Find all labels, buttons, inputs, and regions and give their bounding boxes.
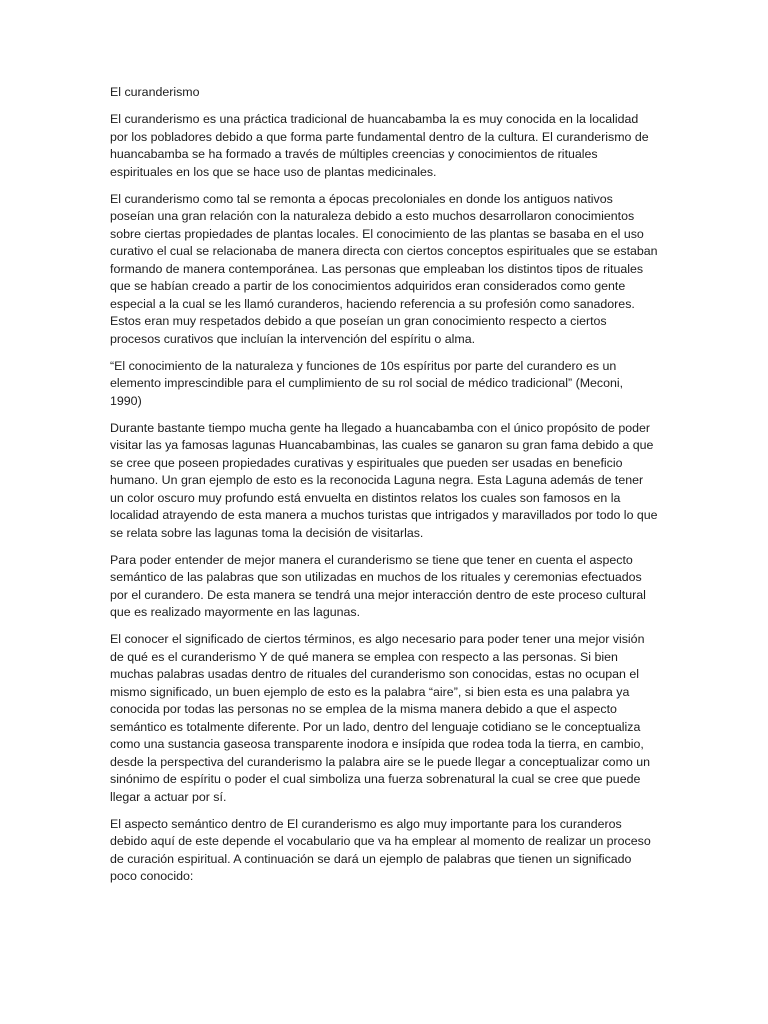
paragraph-semantics: Para poder entender de mejor manera el curanderismo se tiene que tener en cuenta el aspecto semántico de las palabras que son utilizadas en muchos de los rituales y ceremonias efectuados por el curandero. De esta manera se tendrá una mejor interacción dentro de este proceso cultural que es realizado mayormente en las lagunas. [110,552,646,619]
document-page [110,84,658,895]
paragraph-vocabulary: El aspecto semántico dentro de El curanderismo es algo muy importante para los curanderos debido aquí de este depende el vocabulario que va ha emplear al momento de realizar un proceso de curación espiritual. A continuación se dará un ejemplo de palabras que tienen un significado poco conocido: [110,816,651,883]
paragraph-quote: “El conocimiento de la naturaleza y funciones de 10s espíritus por parte del curandero es un elemento imprescindible para el cumplimiento de su rol social de médico tradicional” (Meconi, 1990) [110,358,624,408]
paragraph-aire: El conocer el significado de ciertos términos, es algo necesario para poder tener una mejor visión de qué es el curanderismo Y de qué manera se emplea con respecto a las personas. Si bien muchas palabras usadas dentro de rituales del curanderismo son conocidas, estas no ocupan el mismo significado, un buen ejemplo de esto es la palabra “aire”, si bien esta es una palabra ya conocida por todas las personas no se emplea de la misma manera debido a que el aspecto semántico es totalmente diferente. Por un lado, dentro del lenguaje cotidiano se le conceptualiza como una sustancia gaseosa transparente inodora e insípida que rodea toda la tierra, en cambio, desde la perspectiva del curanderismo la palabra aire se le puede llegar a conceptualizar como un sinónimo de espíritu o poder el cual simboliza una fuerza sobrenatural la cual se cree que puede llegar a actuar por sí. [110,632,651,804]
paragraph-intro: El curanderismo es una práctica tradicional de huancabamba la es muy conocida en la localidad por los pobladores debido a que forma parte fundamental dentro de la cultura. El curanderismo de huancabamba se ha formado a través de múltiples creencias y conocimientos de rituales espirituales en los que se hace uso de plantas medicinales. [110,112,649,179]
paragraph-lagunas: Durante bastante tiempo mucha gente ha llegado a huancabamba con el único propósito de poder visitar las ya famosas lagunas Huancabambinas, las cuales se ganaron su gran fama debido a que se cree que poseen propiedades curativas y espirituales que pueden ser usadas en beneficio humano. Un gran ejemplo de esto es la reconocida Laguna negra. Esta Laguna además de tener un color oscuro muy profundo está envuelta en distintos relatos los cuales son famosos en la localidad atrayendo de esta manera a muchos turistas que intrigados y maravillados por todo lo que se relata sobre las lagunas toma la decisión de visitarlas. [110,420,658,540]
document-title: El curanderismo [110,85,200,99]
paragraph-origins: El curanderismo como tal se remonta a épocas precoloniales en donde los antiguos nativos poseían una gran relación con la naturaleza debido a esto muchos desarrollaron conocimientos sobre ciertas propiedades de plantas locales. El conocimiento de las plantas se basaba en el uso curativo el cual se relacionaba de manera directa con ciertos conceptos espirituales que se estaban formando de manera contemporánea. Las personas que empleaban los distintos tipos de rituales que se habían creado a partir de los conocimientos adquiridos eran considerados como gente especial a la cual se les llamó curanderos, haciendo referencia a su profesión como sanadores. Estos eran muy respetados debido a que poseían un gran conocimiento respecto a ciertos procesos curativos que incluían la intervención del espíritu o alma. [110,191,658,346]
